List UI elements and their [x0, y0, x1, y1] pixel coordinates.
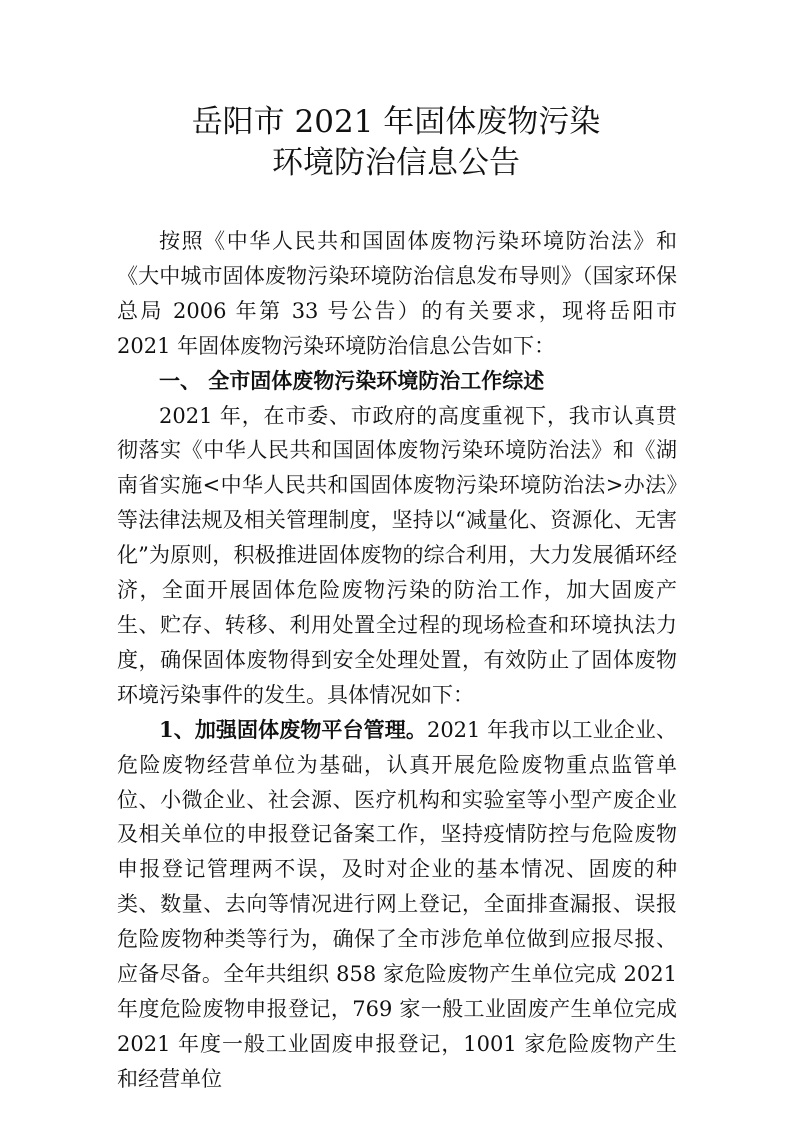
item-1-paragraph [117, 713, 677, 1097]
section-1-heading: 一、 全市固体废物污染环境防治工作综述 [159, 367, 545, 393]
document-body [117, 224, 677, 1097]
item-1-text: 2021 年我市以工业企业、危险废物经营单位为基础，认真开展危险废物重点监管单位、小微企业、社会源、医疗机构和实验室等小型产废企业及相关单位的申报登记备案工作，坚持疫情防控与危险废物申报登记管理两不误，及时对企业的基本情况、固废的种类、数量、去向等情况进行网上登记，全面排查漏报、误报危险废物种类等行为，确保了全市涉危单位做到应报尽报、应备尽备。全年共组织 858 家危险废物产生单位完成 2021 年度危险废物申报登记，769 家一般工业固废产生单位完成 2021 年度一般工业固废申报登记，1001 家危险废物产生和经营单位 [117, 717, 677, 1091]
intro-paragraph: 按照《中华人民共和国固体废物污染环境防治法》和《大中城市固体废物污染环境防治信息发布导则》（国家环保总局 2006 年第 33 号公告）的有关要求，现将岳阳市 2021 年固体废物污染环境防治信息公告如下： [117, 229, 677, 358]
section-1-paragraph: 2021 年，在市委、市政府的高度重视下，我市认真贯彻落实《中华人民共和国固体废物污染环境防治法》和《湖南省实施<中华人民共和国固体废物污染环境防治法>办法》等法律法规及相关管理制度，坚持以“减量化、资源化、无害化”为原则，积极推进固体废物的综合利用，大力发展循环经济，全面开展固体危险废物污染的防治工作，加大固废产生、贮存、转移、利用处置全过程的现场检查和环境执法力度，确保固体废物得到安全处理处置，有效防止了固体废物环境污染事件的发生。具体情况如下： [117, 403, 677, 707]
item-1-lead: 1、加强固体废物平台管理。 [159, 716, 427, 742]
document-title-line-2: 环境防治信息公告 [272, 145, 520, 181]
document-title-line-1: 岳阳市 2021 年固体废物污染 [191, 104, 601, 140]
